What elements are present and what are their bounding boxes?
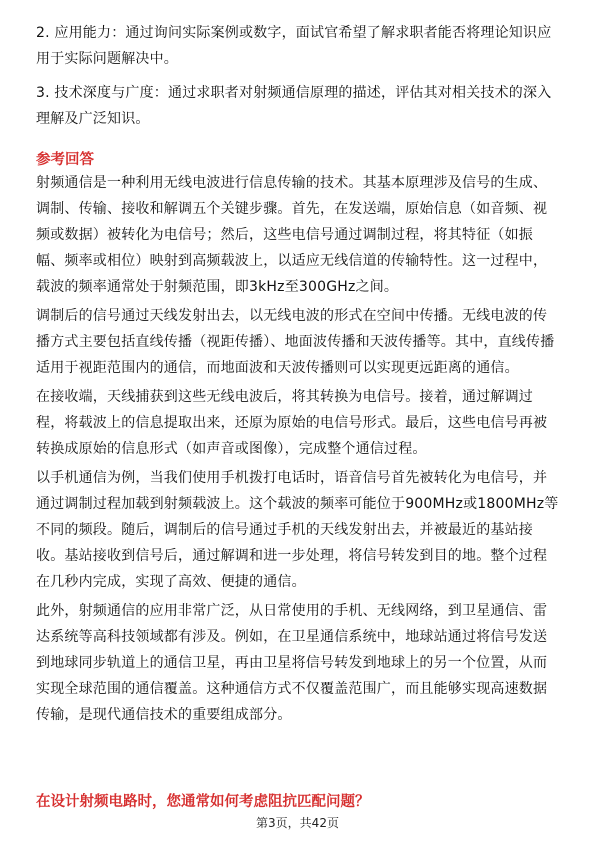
intro-section [36,20,561,140]
answer-paragraph: 调制后的信号通过天线发射出去，以无线电波的形式在空间中传播。无线电波的传播方式主要包括直线传播（视距传播）、地面波传播和天波传播等。其中，直线传播适用于视距范围内的通信，而地面波和天波传播则可以实现更远距离的通信。 [36,308,555,376]
intro-item: 2. 应用能力：通过询问实际案例或数字，面试官希望了解求职者能否将理论知识应用于实际问题解决中。 [36,25,552,67]
answer-paragraph: 在接收端，天线捕获到这些无线电波后，将其转换为电信号。接着，通过解调过程，将载波上的信息提取出来，还原为原始的电信号形式。最后，这些电信号再被转换成原始的信息形式（如声音或图像），完成整个通信过程。 [36,389,548,457]
answer-paragraph: 此外，射频通信的应用非常广泛，从日常使用的手机、无线网络，到卫星通信、雷达系统等高科技领域都有涉及。例如，在卫星通信系统中，地球站通过将信号发送到地球同步轨道上的通信卫星，再由卫星将信号转发到地球上的另一个位置，从而实现全球范围的通信覆盖。这种通信方式不仅覆盖范围广，而且能够实现高速数据传输，是现代通信技术的重要组成部分。 [36,603,548,723]
answer-heading: 参考回答 [36,152,94,168]
answer-paragraph: 以手机通信为例，当我们使用手机拨打电话时，语音信号首先被转化为电信号，并通过调制过程加载到射频载波上。这个载波的频率可能位于900MHz或1800MHz等不同的频段。随后，调制后的信号通过手机的天线发射出去，并被最近的基站接收。基站接收到信号后，通过解调和进一步处理，将信号转发到目的地。整个过程在几秒内完成，实现了高效、便捷的通信。 [36,470,559,590]
answer-paragraph: 射频通信是一种利用无线电波进行信息传输的技术。其基本原理涉及信号的生成、调制、传输、接收和解调五个关键步骤。首先，在发送端，原始信息（如音频、视频或数据）被转化为电信号；然后，这些电信号通过调制过程，将其特征（如振幅、频率或相位）映射到高频载波上，以适应无线信道的传输特性。这一过程中，载波的频率通常处于射频范围，即3kHz至300GHz之间。 [36,175,548,295]
next-question-heading: 在设计射频电路时，您通常如何考虑阻抗匹配问题？ [36,794,370,810]
page-number: 第3页，共42页 [256,816,339,830]
answer-section [36,170,561,731]
intro-item: 3. 技术深度与广度：通过求职者对射频通信原理的描述，评估其对相关技术的深入理解及广泛知识。 [36,85,552,127]
